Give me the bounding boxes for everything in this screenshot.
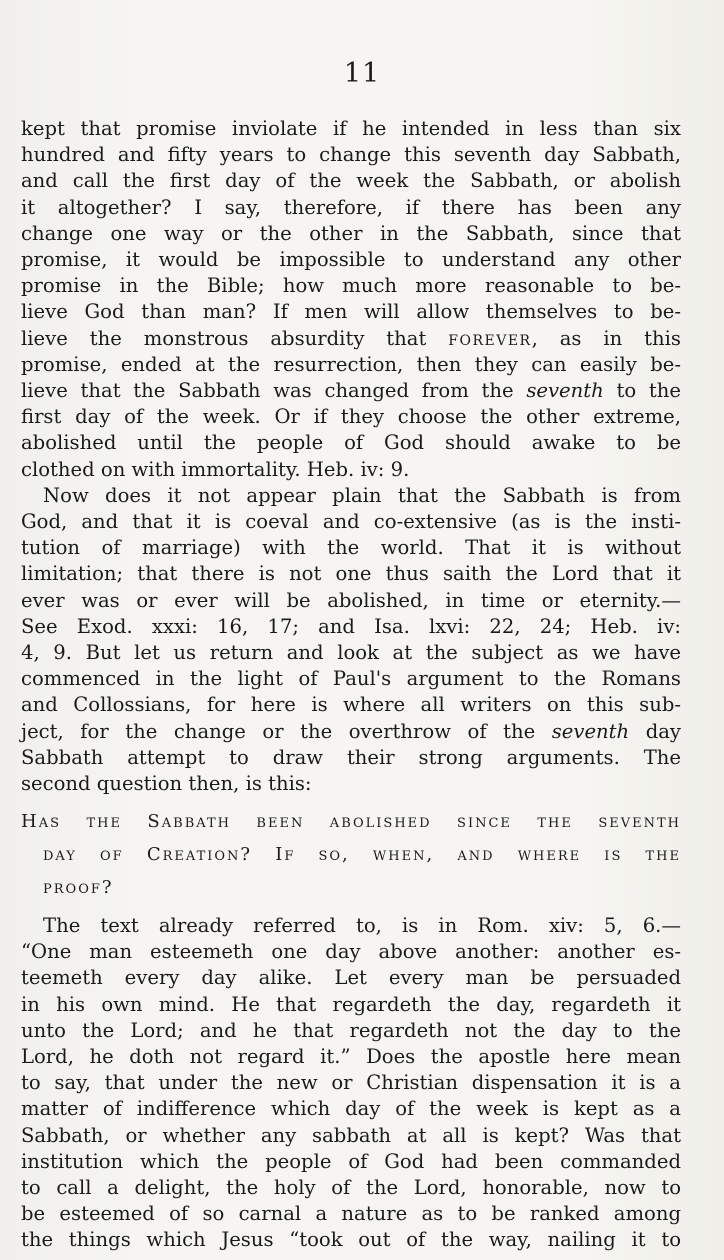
text-line: to call a delight, the holy of the Lord, honorable, now to: [21, 1176, 681, 1200]
text-line: change one way or the other in the Sabbath, since that: [21, 221, 681, 245]
text-line: Sabbath attempt to draw their strong arguments. The: [21, 745, 681, 769]
text-line: “One man esteemeth one day above another: another es-: [21, 940, 681, 964]
text-line: See Exod. xxxi: 16, 17; and Isa. lxvi: 22, 24; Heb. iv:: [21, 614, 681, 638]
text-line: Sabbath, or whether any sabbath at all is kept? Was that: [21, 1123, 681, 1147]
section-heading: [21, 805, 681, 904]
text-line: promise, it would be impossible to understand any other: [21, 248, 681, 272]
text-line: teemeth every day alike. Let every man be persuaded: [21, 966, 681, 990]
body-text-top: [21, 116, 681, 797]
heading-line: Has the Sabbath been abolished since the seventh: [21, 811, 681, 832]
text-line: limitation; that there is not one thus saith the Lord that it: [21, 562, 681, 586]
text-line: Lord, he doth not regard it.” Does the apostle here mean: [21, 1045, 681, 1069]
text-line: matter of indifference which day of the week is kept as a: [21, 1097, 681, 1121]
text-segment: , as in this: [531, 326, 681, 350]
italic-seventh: seventh: [526, 379, 604, 403]
text-line: clothed on with immortality. Heb. iv: 9.: [21, 457, 410, 481]
text-line: institution which the people of God had been commanded: [21, 1149, 681, 1173]
text-line: to say, that under the new or Christian dispensation it is a: [21, 1071, 681, 1095]
text-line: [21, 326, 681, 352]
text-segment: to the: [603, 379, 681, 403]
text-line: and Collossians, for here is where all writers on this sub-: [21, 693, 681, 717]
text-segment: lieve the monstrous absurdity that: [21, 326, 449, 350]
page-number: 11: [343, 58, 381, 89]
text-line: Now does it not appear plain that the Sabbath is from: [43, 483, 681, 507]
text-segment: day: [629, 719, 681, 743]
text-line: commenced in the light of Paul's argument to the Romans: [21, 667, 681, 691]
heading-line: day of Creation? If so, when, and where is the: [43, 844, 681, 865]
text-line: first day of the week. Or if they choose the other extreme,: [21, 405, 681, 429]
text-segment: lieve that the Sabbath was changed from the: [21, 379, 527, 403]
italic-seventh: seventh: [551, 719, 630, 743]
paragraph-3: [21, 913, 681, 1254]
text-line: abolished until the people of God should awake to be: [21, 431, 681, 455]
text-line: 4, 9. But let us return and look at the subject as we have: [21, 641, 681, 665]
text-line: the things which Jesus “took out of the way, nailing it to: [21, 1228, 681, 1252]
text-line: hundred and fifty years to change this seventh day Sabbath,: [21, 143, 681, 167]
paragraph-1: [21, 116, 681, 483]
text-line: The text already referred to, is in Rom. xiv: 5, 6.—: [43, 914, 681, 937]
text-line: tution of marriage) with the world. That it is without: [21, 536, 681, 560]
small-caps-forever: forever: [448, 326, 532, 350]
text-line: it altogether? I say, therefore, if there has been any: [21, 195, 681, 219]
text-line: [21, 719, 681, 745]
text-line: second question then, is this:: [21, 772, 312, 796]
text-line: [21, 378, 681, 404]
text-line: unto the Lord; and he that regardeth not the day to the: [21, 1018, 681, 1042]
text-line: ever was or ever will be abolished, in time or eternity.—: [21, 588, 681, 612]
text-line: promise, ended at the resurrection, then they can easily be-: [21, 352, 681, 376]
text-line: in his own mind. He that regardeth the day, regardeth it: [21, 992, 681, 1016]
body-text-bottom: [21, 913, 681, 1254]
text-line: God, and that it is coeval and co-extensive (as is the insti-: [21, 510, 681, 534]
text-line: lieve God than man? If men will allow themselves to be-: [21, 300, 681, 324]
paragraph-2: [21, 483, 681, 797]
text-line: promise in the Bible; how much more reasonable to be-: [21, 274, 681, 298]
text-line: kept that promise inviolate if he intended in less than six: [21, 117, 681, 140]
text-segment: ject, for the change or the overthrow of the: [21, 719, 552, 743]
text-line: and call the first day of the week the Sabbath, or abolish: [21, 169, 681, 193]
heading-line: proof?: [43, 877, 114, 898]
text-line: be esteemed of so carnal a nature as to be ranked among: [21, 1202, 681, 1226]
